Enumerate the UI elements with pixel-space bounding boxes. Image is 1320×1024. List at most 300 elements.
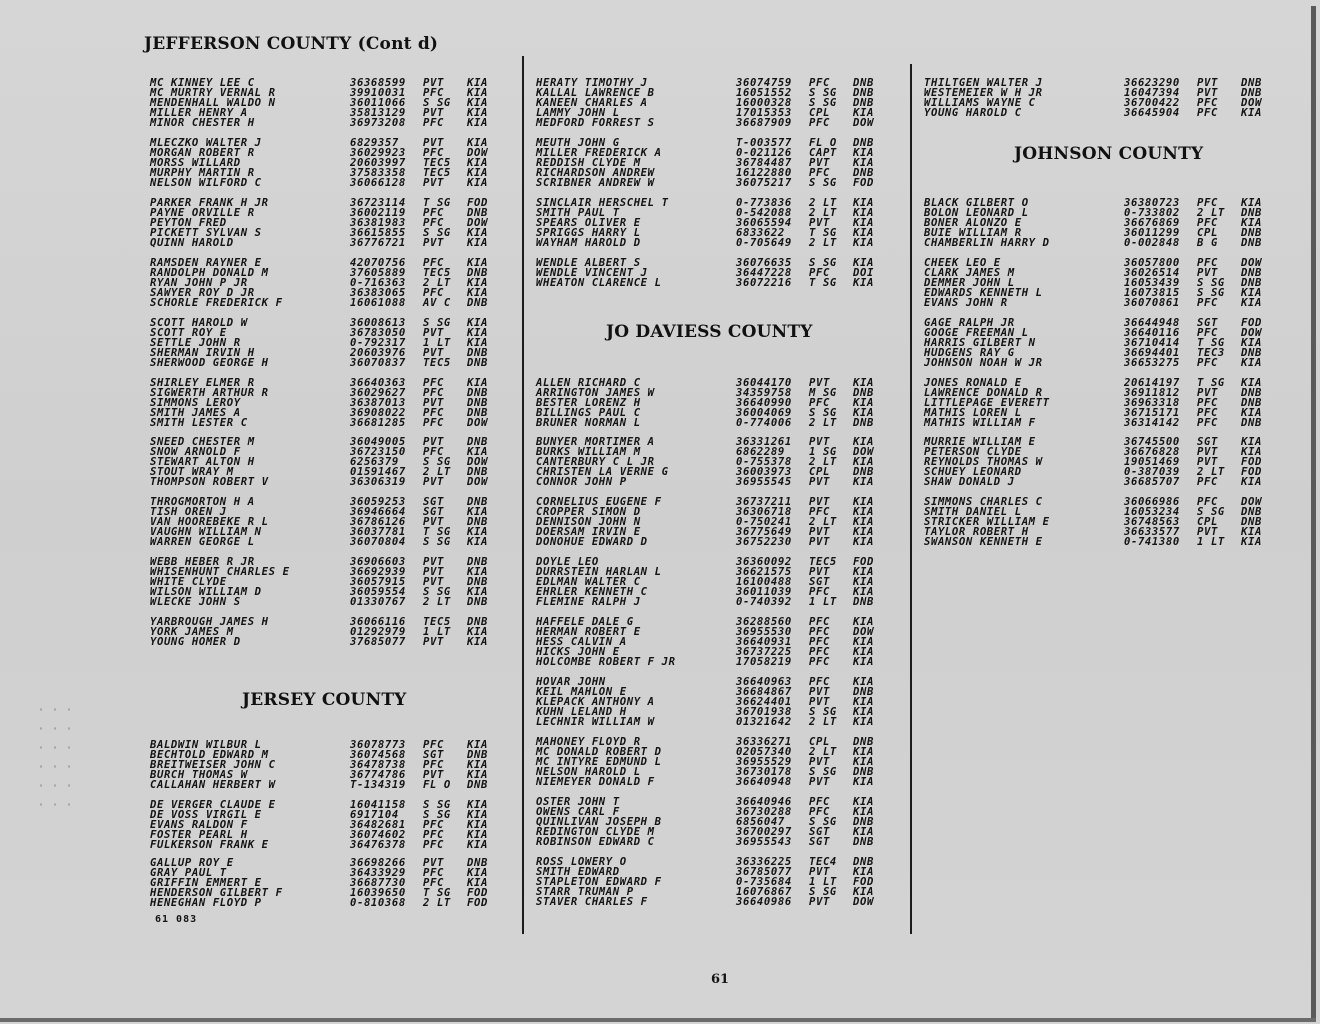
entry-serial: 01292979 <box>350 625 406 638</box>
entry-serial: 16122880 <box>736 166 792 179</box>
entry-name: WHISENHUNT CHARLES E <box>150 565 290 578</box>
entry-rank: PFC <box>1197 356 1218 369</box>
entry-rank: 2 LT <box>423 595 451 608</box>
entry-status: KIA <box>467 525 488 538</box>
entry-rank: PFC <box>1197 106 1218 119</box>
entry-status: KIA <box>853 585 874 598</box>
entry-status: KIA <box>853 635 874 648</box>
entry-serial: 02057340 <box>736 745 792 758</box>
entry-serial: 36057915 <box>350 575 406 588</box>
entry-status: KIA <box>467 176 488 189</box>
entry-rank: PVT <box>809 775 830 788</box>
entry-name: SWANSON KENNETH E <box>924 535 1043 548</box>
entry-name: WENDLE VINCENT J <box>536 266 648 279</box>
entry-rank: TEC5 <box>423 616 451 628</box>
entry-name: MORSS WILLARD <box>150 156 241 169</box>
entry-serial: 0-716363 <box>350 276 406 289</box>
entry-rank: PVT <box>423 768 444 781</box>
entry-rank: 2 LT <box>423 276 451 289</box>
entry-rank: TEC4 <box>809 856 837 868</box>
entry-rank: PFC <box>423 828 444 841</box>
entry-serial: 36478738 <box>350 758 406 771</box>
entry-status: KIA <box>853 406 874 419</box>
entry-rank: PFC <box>809 805 830 818</box>
entry-rank: PVT <box>809 755 830 768</box>
entry-rank: SGT <box>1197 436 1218 448</box>
entry-serial: 36785077 <box>736 865 792 878</box>
entry-serial: 36004069 <box>736 406 792 419</box>
entry-serial: 36640116 <box>1124 326 1180 339</box>
entry-name: SMITH EDWARD <box>536 865 620 878</box>
entry-serial: T-134319 <box>350 778 406 791</box>
entry-serial: 16039650 <box>350 886 406 899</box>
entry-serial: 36694401 <box>1124 346 1180 359</box>
entry-name: EHRLER KENNETH C <box>536 585 648 598</box>
entry-status: DNB <box>1241 86 1262 99</box>
entry-status: KIA <box>853 475 874 488</box>
roster-group <box>150 78 500 127</box>
entry-serial: 36066116 <box>350 616 406 628</box>
entry-name: WLECKE JOHN S <box>150 595 241 608</box>
entry-status: KIA <box>853 865 874 878</box>
entry-name: HERATY TIMOTHY J <box>536 77 648 89</box>
entry-rank: PVT <box>423 857 444 869</box>
entry-status: KIA <box>853 257 874 269</box>
entry-name: DURRSTEIN HARLAN L <box>536 565 662 578</box>
entry-rank: PVT <box>809 216 830 229</box>
entry-name: WAYHAM HAROLD D <box>536 236 641 249</box>
entry-serial: 36070837 <box>350 356 406 369</box>
entry-rank: 2 LT <box>809 197 837 209</box>
entry-name: MURPHY MARTIN R <box>150 166 255 179</box>
entry-serial: 0-735684 <box>736 875 792 888</box>
entry-rank: M SG <box>809 386 837 399</box>
entry-status: DOW <box>1241 326 1262 339</box>
entry-serial: 0-021126 <box>736 146 792 159</box>
entry-name: CONNOR JOHN P <box>536 475 627 488</box>
entry-rank: PFC <box>809 396 830 409</box>
entry-status: KIA <box>467 565 488 578</box>
entry-rank: S SG <box>1197 286 1225 299</box>
entry-status: KIA <box>853 676 874 688</box>
entry-status: DNB <box>467 556 488 568</box>
entry-name: WESTEMEIER W H JR <box>924 86 1043 99</box>
entry-name: LECHNIR WILLIAM W <box>536 715 655 728</box>
entry-name: ALLEN RICHARD C <box>536 377 641 389</box>
entry-name: BILLINGS PAUL C <box>536 406 641 419</box>
entry-rank: PVT <box>423 77 444 89</box>
entry-name: PEYTON FRED <box>150 216 227 229</box>
entry-rank: 2 LT <box>423 465 451 478</box>
entry-serial: 36074602 <box>350 828 406 841</box>
entry-rank: S SG <box>809 86 837 99</box>
entry-status: KIA <box>853 825 874 838</box>
entry-name: DE VOSS VIRGIL E <box>150 808 262 821</box>
entry-status: KIA <box>467 257 488 269</box>
entry-rank: PFC <box>423 838 444 851</box>
entry-status: DOW <box>853 445 874 458</box>
entry-status: DNB <box>467 206 488 219</box>
entry-rank: S SG <box>809 885 837 898</box>
roster-entry <box>924 238 1284 248</box>
entry-status: KIA <box>1241 406 1262 419</box>
entry-name: STRICKER WILLIAM E <box>924 515 1050 528</box>
entry-name: GRAY PAUL T <box>150 866 227 879</box>
entry-name: RANDOLPH DONALD M <box>150 266 269 279</box>
entry-name: REDDISH CLYDE M <box>536 156 641 169</box>
roster-group <box>536 378 898 427</box>
entry-serial: 36011039 <box>736 585 792 598</box>
entry-name: EVANS RALDON F <box>150 818 248 831</box>
entry-rank: PFC <box>809 266 830 279</box>
roster-group <box>924 258 1284 307</box>
entry-name: THROGMORTON H A <box>150 496 255 508</box>
entry-rank: S SG <box>809 815 837 828</box>
entry-rank: 1 LT <box>1197 535 1225 548</box>
entry-status: DNB <box>467 396 488 409</box>
entry-name: VAUGHN WILLIAM N <box>150 525 262 538</box>
entry-name: STAPLETON EDWARD F <box>536 875 662 888</box>
entry-rank: 2 LT <box>809 515 837 528</box>
roster-group <box>150 617 500 647</box>
entry-serial: 36955529 <box>736 755 792 768</box>
roster-entry <box>536 178 898 188</box>
entry-serial: 16000328 <box>736 96 792 109</box>
entry-serial: T-003577 <box>736 137 792 149</box>
roster-group <box>150 198 500 247</box>
entry-rank: S SG <box>423 96 451 109</box>
entry-rank: S SG <box>1197 505 1225 518</box>
entry-name: GOOGE FREEMAN L <box>924 326 1029 339</box>
entry-rank: 1 SG <box>809 445 837 458</box>
entry-name: WHEATON CLARENCE L <box>536 276 662 289</box>
entry-rank: S SG <box>423 799 451 811</box>
roster-group <box>150 740 500 789</box>
entry-rank: S SG <box>423 455 451 468</box>
entry-rank: TEC5 <box>809 556 837 568</box>
roster-entry <box>536 717 898 727</box>
roster-group <box>150 800 500 849</box>
entry-serial: 35813129 <box>350 106 406 119</box>
roster-group <box>536 437 898 486</box>
entry-rank: PVT <box>423 137 444 149</box>
entry-status: KIA <box>467 326 488 339</box>
entry-rank: 1 LT <box>809 595 837 608</box>
entry-rank: CPL <box>809 106 830 119</box>
entry-serial: 36745500 <box>1124 436 1180 448</box>
entry-rank: T SG <box>1197 336 1225 349</box>
entry-name: WEBB HEBER R JR <box>150 556 255 568</box>
entry-status: KIA <box>467 377 488 389</box>
entry-serial: 34359758 <box>736 386 792 399</box>
entry-rank: T SG <box>423 197 451 209</box>
entry-rank: T SG <box>1197 377 1225 389</box>
footer-code: 61 083 <box>155 914 198 925</box>
entry-serial: 36640931 <box>736 635 792 648</box>
entry-status: DNB <box>1241 396 1262 409</box>
entry-status: KIA <box>1241 436 1262 448</box>
entry-name: MENDENHALL WALDO N <box>150 96 276 109</box>
entry-name: MILLER HENRY A <box>150 106 248 119</box>
entry-name: BURKS WILLIAM M <box>536 445 641 458</box>
roster-group <box>924 198 1284 247</box>
entry-name: RYAN JOHN P JR <box>150 276 248 289</box>
entry-rank: PFC <box>1197 216 1218 229</box>
entry-serial: 36387013 <box>350 396 406 409</box>
entry-name: KUHN LELAND H <box>536 705 627 718</box>
entry-status: DNB <box>467 496 488 508</box>
entry-serial: 36963318 <box>1124 396 1180 409</box>
roster-entry <box>536 418 898 428</box>
entry-name: BALDWIN WILBUR L <box>150 739 262 751</box>
entry-serial: 36624401 <box>736 695 792 708</box>
entry-rank: PVT <box>1197 86 1218 99</box>
entry-serial: 36074568 <box>350 748 406 761</box>
entry-name: BURCH THOMAS W <box>150 768 248 781</box>
entry-serial: 36784487 <box>736 156 792 169</box>
entry-serial: 0-773836 <box>736 197 792 209</box>
entry-name: SIMMONS LEROY <box>150 396 241 409</box>
entry-name: CHEEK LEO E <box>924 257 1001 269</box>
entry-status: KIA <box>467 106 488 119</box>
entry-name: PETERSON CLYDE <box>924 445 1022 458</box>
roster-entry <box>924 537 1284 547</box>
entry-serial: 16076867 <box>736 885 792 898</box>
entry-status: KIA <box>853 236 874 249</box>
entry-name: STARR TRUMAN P <box>536 885 634 898</box>
entry-name: SHIRLEY ELMER R <box>150 377 255 389</box>
page-number: 61 <box>711 972 730 987</box>
entry-name: QUINLIVAN JOSEPH B <box>536 815 662 828</box>
entry-name: TAYLOR ROBERT H <box>924 525 1029 538</box>
entry-rank: S SG <box>1197 276 1225 289</box>
entry-name: RICHARDSON ANDREW <box>536 166 655 179</box>
roster-entry <box>150 637 500 647</box>
roster-entry <box>924 477 1284 487</box>
entry-status: KIA <box>1241 216 1262 229</box>
entry-status: KIA <box>853 436 874 448</box>
entry-rank: PFC <box>423 445 444 458</box>
entry-status: KIA <box>467 818 488 831</box>
entry-status: KIA <box>853 805 874 818</box>
entry-serial: 36723114 <box>350 197 406 209</box>
entry-name: MEUTH JOHN G <box>536 137 620 149</box>
entry-status: KIA <box>467 585 488 598</box>
entry-rank: PFC <box>423 758 444 771</box>
entry-rank: PFC <box>423 818 444 831</box>
entry-status: KIA <box>1241 106 1262 119</box>
entry-rank: S SG <box>809 765 837 778</box>
entry-name: LITTLEPAGE EVERETT <box>924 396 1050 409</box>
roster-entry <box>536 278 898 288</box>
entry-name: CLARK JAMES M <box>924 266 1015 279</box>
entry-status: KIA <box>853 106 874 119</box>
entry-status: KIA <box>467 96 488 109</box>
entry-status: DNB <box>467 465 488 478</box>
entry-name: SIGWERTH ARTHUR R <box>150 386 269 399</box>
entry-name: SNEED CHESTER M <box>150 436 255 448</box>
entry-status: KIA <box>853 216 874 229</box>
entry-rank: PFC <box>423 216 444 229</box>
entry-serial: 36640948 <box>736 775 792 788</box>
entry-status: DNB <box>853 736 874 748</box>
roster-group <box>536 198 898 247</box>
entry-rank: PFC <box>809 505 830 518</box>
entry-rank: 2 LT <box>809 715 837 728</box>
entry-status: DOW <box>467 416 488 429</box>
entry-status: FOD <box>1241 465 1262 478</box>
entry-serial: 39910031 <box>350 86 406 99</box>
entry-rank: PVT <box>1197 266 1218 279</box>
entry-serial: 36288560 <box>736 616 792 628</box>
entry-status: DNB <box>853 595 874 608</box>
entry-name: SPEARS OLIVER E <box>536 216 641 229</box>
entry-serial: 36710414 <box>1124 336 1180 349</box>
entry-status: DNB <box>853 815 874 828</box>
entry-rank: T SG <box>809 276 837 289</box>
entry-serial: 36078773 <box>350 739 406 751</box>
roster-group <box>924 497 1284 546</box>
entry-status: DOW <box>853 625 874 638</box>
entry-serial: 36715171 <box>1124 406 1180 419</box>
entry-name: LAMMY JOHN L <box>536 106 620 119</box>
entry-rank: SGT <box>423 496 444 508</box>
entry-rank: PVT <box>423 436 444 448</box>
entry-serial: 36776721 <box>350 236 406 249</box>
entry-serial: 0-542088 <box>736 206 792 219</box>
entry-rank: PVT <box>423 515 444 528</box>
entry-status: KIA <box>853 645 874 658</box>
entry-status: KIA <box>467 799 488 811</box>
entry-serial: 20614197 <box>1124 377 1180 389</box>
roster-group <box>150 258 500 307</box>
roster-group <box>536 677 898 726</box>
roster-group <box>536 617 898 666</box>
entry-rank: PVT <box>423 396 444 409</box>
entry-name: SINCLAIR HERSCHEL T <box>536 197 669 209</box>
roster-entry <box>536 897 898 907</box>
entry-status: FOD <box>467 197 488 209</box>
entry-serial: 0-740392 <box>736 595 792 608</box>
entry-rank: PFC <box>1197 396 1218 409</box>
entry-serial: 36723150 <box>350 445 406 458</box>
entry-name: REDINGTON CLYDE M <box>536 825 655 838</box>
entry-name: MC INTYRE EDMUND L <box>536 755 662 768</box>
entry-rank: PVT <box>809 475 830 488</box>
entry-status: DOW <box>467 475 488 488</box>
entry-rank: PFC <box>423 876 444 889</box>
entry-rank: PFC <box>1197 406 1218 419</box>
entry-status: KIA <box>853 396 874 409</box>
entry-name: ROBINSON EDWARD C <box>536 835 655 848</box>
entry-status: KIA <box>467 505 488 518</box>
entry-rank: TEC5 <box>423 266 451 279</box>
entry-serial: 36011299 <box>1124 226 1180 239</box>
entry-status: FOD <box>1241 317 1262 329</box>
entry-rank: PFC <box>423 866 444 879</box>
entry-serial: 6917104 <box>350 808 399 821</box>
entry-rank: PFC <box>423 377 444 389</box>
entry-name: GRIFFIN EMMERT E <box>150 876 262 889</box>
entry-rank: PVT <box>809 496 830 508</box>
entry-status: DNB <box>853 386 874 399</box>
entry-serial: 36057800 <box>1124 257 1180 269</box>
roster-entry <box>150 298 500 308</box>
entry-serial: 36029627 <box>350 386 406 399</box>
entry-serial: 36336225 <box>736 856 792 868</box>
entry-name: LAWRENCE DONALD R <box>924 386 1043 399</box>
entry-name: JOHNSON NOAH W JR <box>924 356 1043 369</box>
entry-serial: 36644948 <box>1124 317 1180 329</box>
entry-status: KIA <box>467 768 488 781</box>
roster-group <box>150 318 500 367</box>
entry-status: KIA <box>467 758 488 771</box>
entry-serial: 36029923 <box>350 146 406 159</box>
entry-serial: 36701938 <box>736 705 792 718</box>
entry-name: ROSS LOWERY O <box>536 856 627 868</box>
entry-status: KIA <box>853 197 874 209</box>
entry-status: DNB <box>853 96 874 109</box>
entry-name: WENDLE ALBERT S <box>536 257 641 269</box>
entry-name: JONES RONALD E <box>924 377 1022 389</box>
entry-status: KIA <box>853 695 874 708</box>
entry-serial: 37583358 <box>350 166 406 179</box>
entry-serial: 36640986 <box>736 895 792 908</box>
entry-status: KIA <box>853 377 874 389</box>
entry-status: KIA <box>853 156 874 169</box>
roster-entry <box>150 118 500 128</box>
entry-name: THILTGEN WALTER J <box>924 77 1043 89</box>
entry-serial: 36011066 <box>350 96 406 109</box>
entry-name: BUIE WILLIAM R <box>924 226 1022 239</box>
entry-name: FLEMINE RALPH J <box>536 595 641 608</box>
entry-name: BREITWEISER JOHN C <box>150 758 276 771</box>
entry-serial: 36044170 <box>736 377 792 389</box>
entry-serial: 36070804 <box>350 535 406 548</box>
entry-serial: 16041158 <box>350 799 406 811</box>
entry-serial: 36748563 <box>1124 515 1180 528</box>
entry-rank: S SG <box>809 96 837 109</box>
entry-rank: FL O <box>809 137 837 149</box>
entry-serial: 0-750241 <box>736 515 792 528</box>
roster-group <box>924 318 1284 367</box>
entry-serial: 36306718 <box>736 505 792 518</box>
entry-status: KIA <box>1241 356 1262 369</box>
entry-status: DOW <box>853 895 874 908</box>
entry-serial: 6829357 <box>350 137 399 149</box>
roster-entry <box>150 597 500 607</box>
entry-status: DNB <box>853 86 874 99</box>
entry-name: CORNELIUS EUGENE F <box>536 496 662 508</box>
entry-serial: 36640963 <box>736 676 792 688</box>
entry-status: KIA <box>853 755 874 768</box>
entry-serial: 36774786 <box>350 768 406 781</box>
entry-rank: PVT <box>1197 386 1218 399</box>
entry-rank: PFC <box>423 116 444 129</box>
entry-rank: PVT <box>1197 445 1218 458</box>
entry-name: NELSON HAROLD L <box>536 765 641 778</box>
entry-serial: 36314142 <box>1124 416 1180 429</box>
roster-group <box>150 138 500 187</box>
entry-status: DOW <box>1241 96 1262 109</box>
entry-serial: 36306319 <box>350 475 406 488</box>
entry-name: CROPPER SIMON D <box>536 505 641 518</box>
entry-status: KIA <box>467 866 488 879</box>
entry-status: DNB <box>467 296 488 309</box>
entry-rank: PVT <box>423 575 444 588</box>
entry-serial: 36026514 <box>1124 266 1180 279</box>
entry-serial: 01330767 <box>350 595 406 608</box>
